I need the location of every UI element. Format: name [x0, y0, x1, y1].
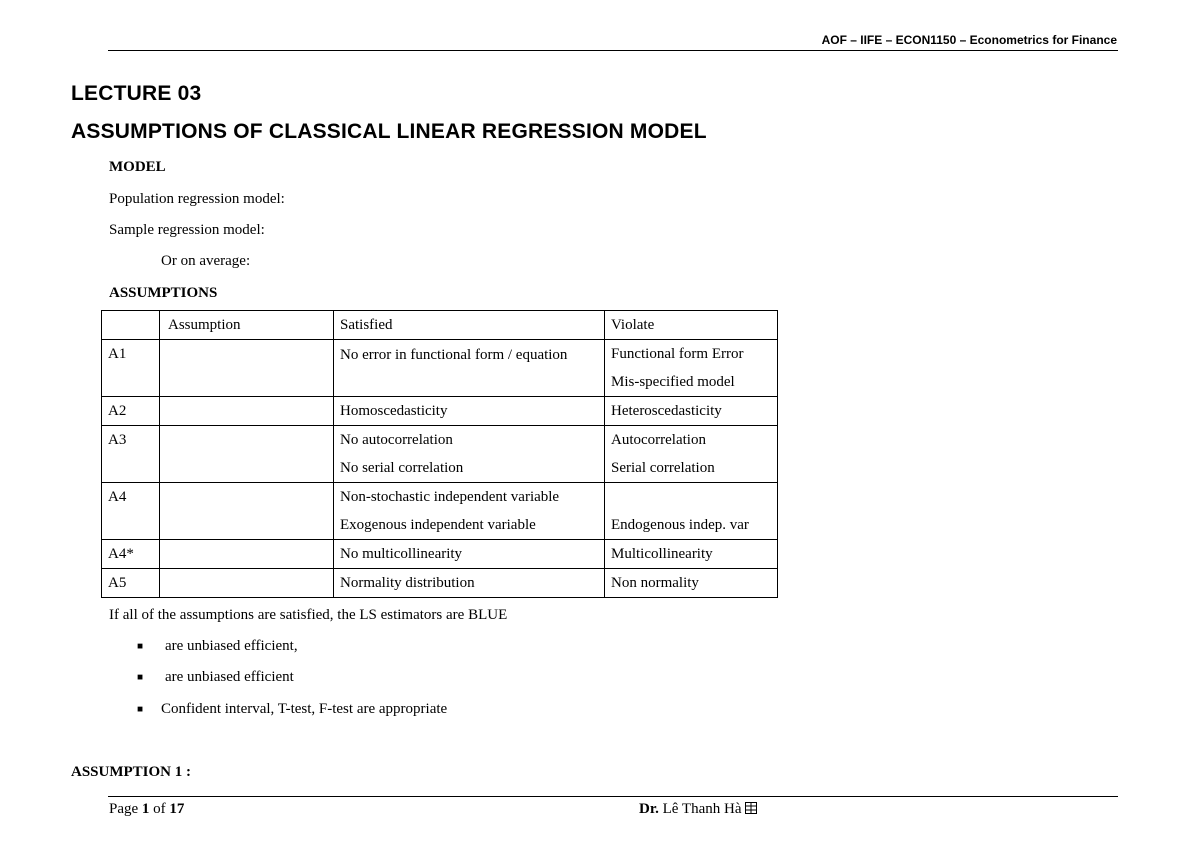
- satisfied-text: No error in functional form / equation: [340, 347, 568, 363]
- row-assumption: [160, 569, 334, 598]
- row-id: A4*: [102, 540, 160, 569]
- sample-model-text: Sample regression model:: [109, 222, 265, 238]
- assumption1-heading: ASSUMPTION 1 :: [71, 764, 192, 780]
- row-violate: Heteroscedasticity: [605, 397, 778, 426]
- bullet-text: are unbiased efficient,: [165, 638, 298, 654]
- row-assumption: [160, 340, 334, 397]
- header-cell-id: [102, 311, 160, 340]
- row-satisfied: [334, 483, 605, 540]
- bullet-icon: ■: [137, 704, 144, 715]
- header-cell-assumption: Assumption: [160, 311, 334, 340]
- table-row: [102, 340, 778, 397]
- row-violate: Non normality: [605, 569, 778, 598]
- table-row: [102, 397, 778, 426]
- row-assumption: [160, 426, 334, 483]
- blue-statement: If all of the assumptions are satisfied, the LS estimators are BLUE: [109, 607, 508, 623]
- row-satisfied: [334, 426, 605, 483]
- satisfied-text: No serial correlation: [340, 460, 464, 476]
- row-assumption: [160, 483, 334, 540]
- row-satisfied: Normality distribution: [334, 569, 605, 598]
- page-current: 1: [141, 801, 150, 817]
- bullet-icon: ■: [137, 641, 144, 652]
- violate-text: Functional form Error: [611, 346, 744, 362]
- average-model-text: Or on average:: [161, 253, 251, 269]
- course-header: AOF – IIFE – ECON1150 – Econometrics for Finance: [821, 33, 1117, 47]
- row-satisfied: No multicollinearity: [334, 540, 605, 569]
- satisfied-text: Non-stochastic independent variable: [340, 489, 560, 505]
- row-assumption: [160, 397, 334, 426]
- row-violate: Multicollinearity: [605, 540, 778, 569]
- bullet-text: are unbiased efficient: [165, 669, 294, 685]
- row-violate: [605, 426, 778, 483]
- model-heading: MODEL: [109, 159, 166, 175]
- row-satisfied: [334, 340, 605, 397]
- table-header-row: [102, 311, 778, 340]
- assumptions-heading: ASSUMPTIONS: [109, 285, 218, 301]
- page-word: Page: [109, 801, 139, 817]
- violate-text: [611, 483, 771, 511]
- row-id: A2: [102, 397, 160, 426]
- violate-text: Autocorrelation: [611, 432, 706, 448]
- table-row: [102, 569, 778, 598]
- author-prefix: Dr.: [639, 801, 659, 817]
- topic-title: ASSUMPTIONS OF CLASSICAL LINEAR REGRESSION MODEL: [71, 120, 707, 143]
- satisfied-text: No autocorrelation: [340, 432, 453, 448]
- header-cell-satisfied: Satisfied: [334, 311, 605, 340]
- assumptions-table: [101, 310, 778, 598]
- row-violate: [605, 340, 778, 397]
- violate-text: Mis-specified model: [611, 374, 735, 390]
- author: [639, 801, 757, 818]
- row-id: A1: [102, 340, 160, 397]
- table-row: [102, 483, 778, 540]
- row-satisfied: Homoscedasticity: [334, 397, 605, 426]
- violate-text: Endogenous indep. var: [611, 517, 749, 533]
- header-cell-violate: Violate: [605, 311, 778, 340]
- page-total: 17: [169, 801, 185, 817]
- lecture-title: LECTURE 03: [71, 82, 202, 105]
- footer-rule: [108, 796, 1118, 797]
- row-assumption: [160, 540, 334, 569]
- bullet-text: Confident interval, T-test, F-test are appropriate: [161, 701, 448, 717]
- row-violate: [605, 483, 778, 540]
- row-id: A5: [102, 569, 160, 598]
- violate-text: Serial correlation: [611, 460, 715, 476]
- table-row: [102, 540, 778, 569]
- of-word: of: [153, 801, 166, 817]
- row-id: A4: [102, 483, 160, 540]
- author-name: Lê Thanh Hà: [662, 801, 742, 817]
- satisfied-text: Exogenous independent variable: [340, 517, 536, 533]
- page-number: [109, 801, 184, 818]
- bullet-icon: ■: [137, 672, 144, 683]
- row-id: A3: [102, 426, 160, 483]
- population-model-text: Population regression model:: [109, 191, 285, 207]
- header-rule: [108, 50, 1118, 51]
- table-row: [102, 426, 778, 483]
- grid-icon: [745, 802, 757, 814]
